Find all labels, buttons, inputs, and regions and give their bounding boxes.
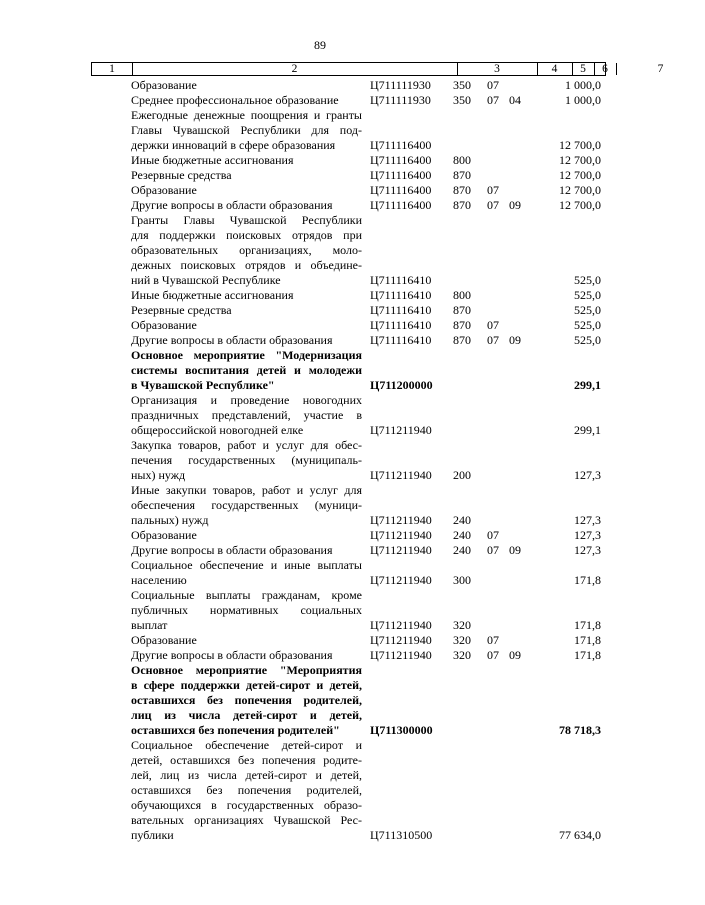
table-row <box>0 423 640 438</box>
cell-c2: выплат <box>131 618 168 632</box>
cell-c4: 240 <box>453 528 471 542</box>
table-row <box>0 228 640 243</box>
table-row <box>0 378 640 393</box>
table-row <box>0 768 640 783</box>
cell-c7: 127,3 <box>574 528 601 542</box>
cell-c2: оставшихся без попечения родителей" <box>131 723 340 737</box>
table-row <box>0 393 640 408</box>
table-row <box>0 813 640 828</box>
cell-c7: 299,1 <box>574 423 601 437</box>
cell-c2: Другие вопросы в области образования <box>131 198 333 212</box>
cell-c2: оставшихся без попечения родителей, <box>131 783 362 797</box>
cell-c3: Ц711200000 <box>370 378 433 392</box>
cell-c2: детей, оставшихся без попечения родите- <box>131 753 362 767</box>
cell-c7: 1 000,0 <box>565 78 601 92</box>
cell-c7: 12 700,0 <box>559 138 601 152</box>
table-body <box>0 78 640 843</box>
cell-c3: Ц711211940 <box>370 633 432 647</box>
cell-c2: Образование <box>131 633 197 647</box>
cell-c3: Ц711211940 <box>370 423 432 437</box>
table-row <box>0 783 640 798</box>
table-row <box>0 633 640 648</box>
cell-c2: праздничных представлений, участие в <box>131 408 362 422</box>
cell-c2: Образование <box>131 318 197 332</box>
table-row <box>0 483 640 498</box>
cell-c2: Резервные средства <box>131 168 232 182</box>
header-col-5: 5 <box>572 63 595 75</box>
cell-c7: 525,0 <box>574 318 601 332</box>
table-row <box>0 588 640 603</box>
cell-c5: 07 <box>487 633 499 647</box>
cell-c2: Образование <box>131 78 197 92</box>
cell-c5: 07 <box>487 528 499 542</box>
cell-c2: Гранты Главы Чувашской Республики <box>131 213 362 227</box>
cell-c3: Ц711116400 <box>370 168 432 182</box>
cell-c2: держки инноваций в сфере образования <box>131 138 336 152</box>
table-row <box>0 828 640 843</box>
cell-c4: 870 <box>453 333 471 347</box>
header-col-3: 3 <box>457 63 538 75</box>
cell-c4: 350 <box>453 93 471 107</box>
cell-c6: 09 <box>509 198 521 212</box>
table-row <box>0 348 640 363</box>
cell-c2: лиц из числа детей-сирот и детей, <box>131 708 362 722</box>
table-row <box>0 198 640 213</box>
table-row <box>0 708 640 723</box>
table-row <box>0 468 640 483</box>
cell-c2: образовательных организациях, моло- <box>131 243 362 257</box>
cell-c2: обучающихся в государственных образо- <box>131 798 362 812</box>
cell-c2: обеспечения государственных (муници- <box>131 498 362 512</box>
cell-c6: 09 <box>509 543 521 557</box>
table-row <box>0 513 640 528</box>
cell-c4: 350 <box>453 78 471 92</box>
cell-c4: 240 <box>453 543 471 557</box>
cell-c4: 870 <box>453 198 471 212</box>
cell-c3: Ц711211940 <box>370 468 432 482</box>
cell-c4: 870 <box>453 183 471 197</box>
cell-c2: Другие вопросы в области образования <box>131 543 333 557</box>
cell-c2: публики <box>131 828 174 842</box>
cell-c2: Закупка товаров, работ и услуг для обес- <box>131 438 362 452</box>
cell-c5: 07 <box>487 93 499 107</box>
cell-c2: публичных нормативных социальных <box>131 603 362 617</box>
cell-c7: 12 700,0 <box>559 183 601 197</box>
cell-c4: 800 <box>453 288 471 302</box>
cell-c7: 525,0 <box>574 303 601 317</box>
cell-c2: Социальное обеспечение детей-сирот и <box>131 738 362 752</box>
table-row <box>0 93 640 108</box>
table-row <box>0 288 640 303</box>
cell-c2: ний в Чувашской Республике <box>131 273 281 287</box>
cell-c7: 525,0 <box>574 288 601 302</box>
cell-c2: Главы Чувашской Республики для под- <box>131 123 362 137</box>
table-row <box>0 618 640 633</box>
cell-c3: Ц711116410 <box>370 333 432 347</box>
table-row <box>0 363 640 378</box>
table-row <box>0 168 640 183</box>
table-row <box>0 183 640 198</box>
cell-c3: Ц711116410 <box>370 303 432 317</box>
cell-c2: общероссийской новогодней елке <box>131 423 304 437</box>
cell-c7: 12 700,0 <box>559 198 601 212</box>
cell-c7: 127,3 <box>574 468 601 482</box>
cell-c7: 171,8 <box>574 633 601 647</box>
table-row <box>0 648 640 663</box>
table-row <box>0 543 640 558</box>
table-header <box>91 62 664 76</box>
cell-c7: 78 718,3 <box>559 723 601 737</box>
table-row <box>0 573 640 588</box>
table-row <box>0 663 640 678</box>
cell-c4: 870 <box>453 318 471 332</box>
table-row <box>0 123 640 138</box>
cell-c7: 525,0 <box>574 273 601 287</box>
cell-c2: оставшихся без попечения родителей, <box>131 693 362 707</box>
cell-c2: Среднее профессиональное образование <box>131 93 339 107</box>
table-row <box>0 408 640 423</box>
cell-c5: 07 <box>487 318 499 332</box>
cell-c7: 12 700,0 <box>559 168 601 182</box>
cell-c3: Ц711310500 <box>370 828 433 842</box>
cell-c3: Ц711116410 <box>370 273 432 287</box>
cell-c7: 127,3 <box>574 543 601 557</box>
cell-c4: 800 <box>453 153 471 167</box>
cell-c5: 07 <box>487 648 499 662</box>
table-row <box>0 453 640 468</box>
cell-c5: 07 <box>487 183 499 197</box>
table-row <box>0 798 640 813</box>
cell-c2: системы воспитания детей и молодежи <box>131 363 362 377</box>
cell-c2: Иные закупки товаров, работ и услуг для <box>131 483 362 497</box>
cell-c3: Ц711211940 <box>370 528 432 542</box>
header-col-6: 6 <box>594 63 617 75</box>
cell-c7: 171,8 <box>574 648 601 662</box>
table-row <box>0 213 640 228</box>
table-row <box>0 318 640 333</box>
cell-c3: Ц711211940 <box>370 513 432 527</box>
cell-c3: Ц711300000 <box>370 723 433 737</box>
cell-c6: 04 <box>509 93 521 107</box>
cell-c3: Ц711116410 <box>370 318 432 332</box>
header-col-4: 4 <box>537 63 573 75</box>
cell-c2: ных) нужд <box>131 468 186 482</box>
cell-c4: 870 <box>453 168 471 182</box>
cell-c4: 320 <box>453 648 471 662</box>
cell-c5: 07 <box>487 333 499 347</box>
cell-c4: 240 <box>453 513 471 527</box>
cell-c2: Иные бюджетные ассигнования <box>131 288 294 302</box>
cell-c7: 127,3 <box>574 513 601 527</box>
cell-c2: Иные бюджетные ассигнования <box>131 153 294 167</box>
cell-c7: 171,8 <box>574 573 601 587</box>
table-row <box>0 678 640 693</box>
cell-c3: Ц711116400 <box>370 153 432 167</box>
cell-c3: Ц711211940 <box>370 573 432 587</box>
table-row <box>0 78 640 93</box>
cell-c7: 171,8 <box>574 618 601 632</box>
table-row <box>0 153 640 168</box>
cell-c3: Ц711116400 <box>370 138 432 152</box>
cell-c7: 77 634,0 <box>559 828 601 842</box>
cell-c2: в сфере поддержки детей-сирот и детей, <box>131 678 362 692</box>
cell-c3: Ц711211940 <box>370 543 432 557</box>
cell-c7: 299,1 <box>574 378 601 392</box>
cell-c2: Социальные выплаты гражданам, кроме <box>131 588 362 602</box>
cell-c2: Основное мероприятие "Мероприятия <box>131 663 362 677</box>
table-row <box>0 303 640 318</box>
table-row <box>0 753 640 768</box>
page-number: 89 <box>314 38 326 52</box>
cell-c2: Образование <box>131 183 197 197</box>
cell-c6: 09 <box>509 333 521 347</box>
cell-c3: Ц711211940 <box>370 618 432 632</box>
table-row <box>0 138 640 153</box>
cell-c2: для поддержки поисковых отрядов при <box>131 228 362 242</box>
table-row <box>0 528 640 543</box>
cell-c2: Основное мероприятие "Модернизация <box>131 348 362 362</box>
cell-c2: Социальное обеспечение и иные выплаты <box>131 558 362 572</box>
header-col-1: 1 <box>92 63 133 75</box>
cell-c6: 09 <box>509 648 521 662</box>
cell-c2: печения государственных (муниципаль- <box>131 453 362 467</box>
cell-c2: Другие вопросы в области образования <box>131 333 333 347</box>
cell-c3: Ц711116400 <box>370 183 432 197</box>
cell-c4: 300 <box>453 573 471 587</box>
cell-c3: Ц711111930 <box>370 78 431 92</box>
table-row <box>0 738 640 753</box>
cell-c2: Организация и проведение новогодних <box>131 393 362 407</box>
table-row <box>0 558 640 573</box>
cell-c7: 12 700,0 <box>559 153 601 167</box>
cell-c4: 870 <box>453 303 471 317</box>
cell-c2: Образование <box>131 528 197 542</box>
cell-c7: 525,0 <box>574 333 601 347</box>
cell-c3: Ц711116400 <box>370 198 432 212</box>
cell-c2: вательных организациях Чувашской Рес- <box>131 813 362 827</box>
cell-c4: 320 <box>453 633 471 647</box>
cell-c5: 07 <box>487 543 499 557</box>
cell-c2: Другие вопросы в области образования <box>131 648 333 662</box>
table-row <box>0 723 640 738</box>
table-row <box>0 243 640 258</box>
cell-c7: 1 000,0 <box>565 93 601 107</box>
table-row <box>0 693 640 708</box>
table-row <box>0 273 640 288</box>
cell-c3: Ц711111930 <box>370 93 431 107</box>
header-col-2: 2 <box>132 63 458 75</box>
cell-c5: 07 <box>487 198 499 212</box>
cell-c2: Ежегодные денежные поощрения и гранты <box>131 108 362 122</box>
cell-c5: 07 <box>487 78 499 92</box>
cell-c2: лей, лиц из числа детей-сирот и детей, <box>131 768 362 782</box>
cell-c4: 200 <box>453 468 471 482</box>
cell-c2: Резервные средства <box>131 303 232 317</box>
table-row <box>0 438 640 453</box>
header-col-7: 7 <box>657 63 664 75</box>
cell-c3: Ц711116410 <box>370 288 432 302</box>
table-row <box>0 333 640 348</box>
cell-c2: населению <box>131 573 187 587</box>
cell-c3: Ц711211940 <box>370 648 432 662</box>
table-row <box>0 258 640 273</box>
cell-c2: пальных) нужд <box>131 513 209 527</box>
cell-c2: в Чувашской Республике" <box>131 378 275 392</box>
cell-c4: 320 <box>453 618 471 632</box>
table-row <box>0 498 640 513</box>
table-row <box>0 108 640 123</box>
table-row <box>0 603 640 618</box>
cell-c2: дежных поисковых отрядов и объедине- <box>131 258 362 272</box>
